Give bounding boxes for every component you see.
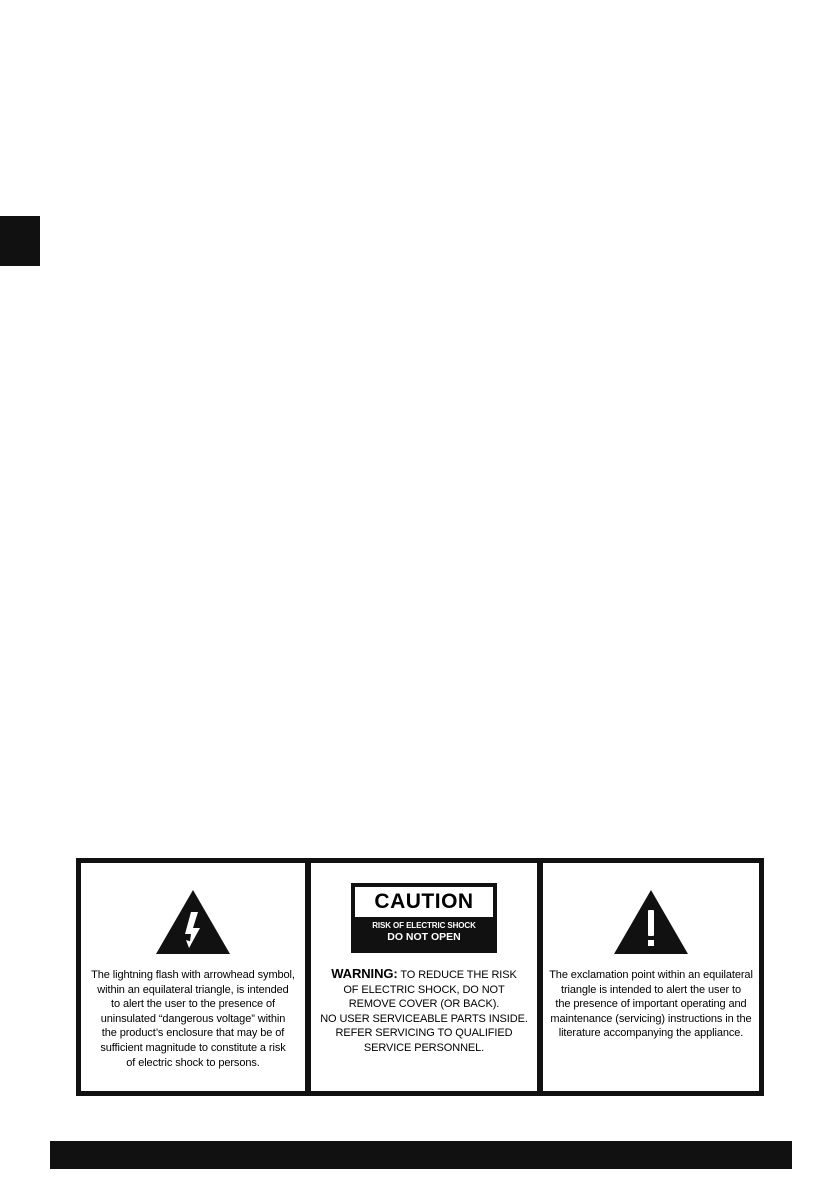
warning-label: WARNING: bbox=[331, 966, 398, 981]
text-line: triangle is intended to alert the user to bbox=[561, 983, 741, 996]
caution-title: CAUTION bbox=[355, 887, 493, 917]
text-line: within an equilateral triangle, is intended bbox=[97, 983, 289, 996]
text-line: The exclamation point within an equilateral bbox=[549, 969, 753, 981]
text-line: the product’s enclosure that may be of bbox=[101, 1027, 285, 1040]
lightning-symbol-cell bbox=[81, 863, 305, 1091]
text-line: sufficient magnitude to constitute a risk bbox=[100, 1041, 286, 1054]
text-line: SERVICE PERSONNEL. bbox=[363, 1041, 485, 1054]
text-line: uninsulated “dangerous voltage” within bbox=[100, 1012, 286, 1025]
caution-label bbox=[351, 883, 497, 953]
text-line: to alert the user to the presence of bbox=[111, 998, 275, 1011]
text-line: OF ELECTRIC SHOCK, DO NOT bbox=[343, 983, 505, 996]
footer-bar bbox=[50, 1141, 792, 1169]
side-tab-marker bbox=[0, 216, 40, 266]
text-line: The lightning flash with arrowhead symbol, bbox=[91, 969, 295, 981]
lightning-triangle-icon bbox=[154, 886, 232, 956]
text-line: REMOVE COVER (OR BACK). bbox=[348, 998, 500, 1011]
text-line: the presence of important operating and bbox=[555, 998, 747, 1011]
text-line: NO USER SERVICEABLE PARTS INSIDE. bbox=[320, 1012, 528, 1025]
warning-first-line bbox=[320, 967, 528, 983]
lightning-description bbox=[85, 968, 301, 1070]
text-line: REFER SERVICING TO QUALIFIED bbox=[335, 1027, 513, 1040]
exclamation-triangle-icon bbox=[612, 886, 690, 956]
text-line: maintenance (servicing) instructions in the bbox=[550, 1012, 752, 1025]
warning-description bbox=[314, 967, 534, 1056]
caution-cell bbox=[311, 863, 537, 1091]
safety-warning-panel bbox=[76, 858, 764, 1096]
exclamation-symbol-cell bbox=[543, 863, 759, 1091]
caution-subtitle: RISK OF ELECTRIC SHOCK bbox=[372, 921, 476, 930]
text-line: TO REDUCE THE RISK bbox=[400, 969, 517, 981]
text-line: literature accompanying the appliance. bbox=[558, 1027, 744, 1040]
text-line: of electric shock to persons. bbox=[126, 1056, 260, 1069]
exclamation-description bbox=[543, 968, 759, 1041]
caution-instruction: DO NOT OPEN bbox=[387, 931, 461, 943]
